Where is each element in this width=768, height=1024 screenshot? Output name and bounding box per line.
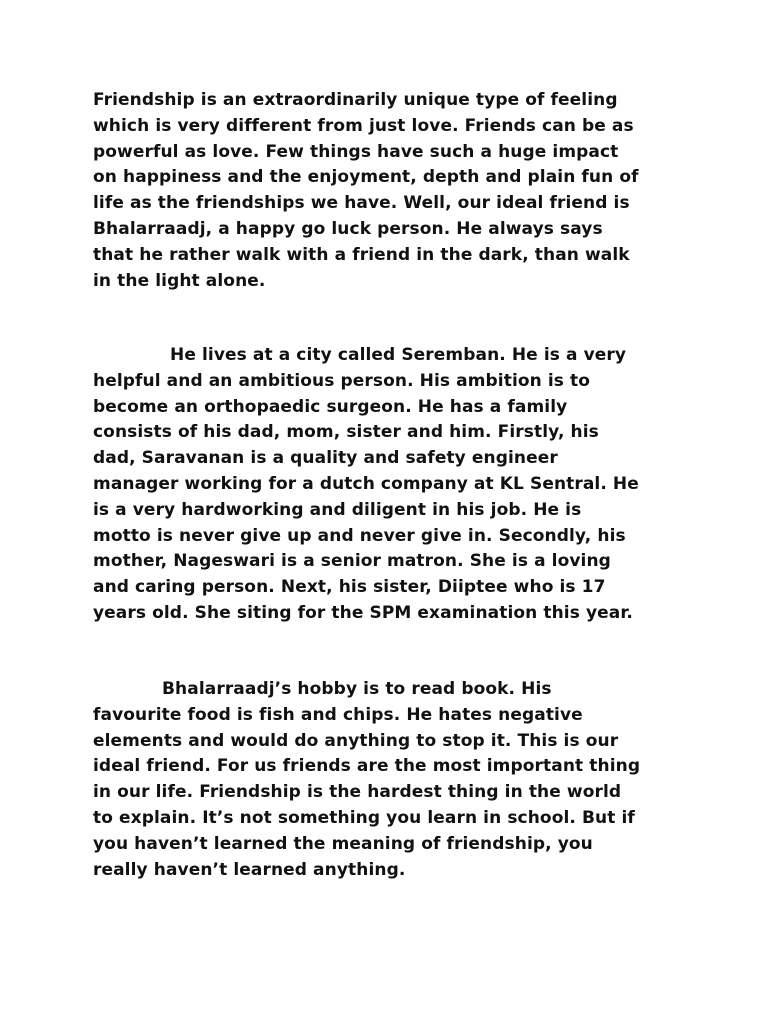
- paragraph-hobby: [93, 677, 683, 883]
- text-line: Bhalarraadj’s hobby is to read book. His: [162, 679, 552, 699]
- text-line: really haven’t learned anything.: [93, 859, 406, 880]
- text-line: dad, Saravanan is a quality and safety engineer: [93, 448, 558, 469]
- text-line: favourite food is fish and chips. He hates negative: [93, 704, 583, 725]
- text-line: consists of his dad, mom, sister and him. Firstly, his: [93, 422, 599, 443]
- text-line: is a very hardworking and diligent in his job. He is: [93, 499, 582, 520]
- text-line: powerful as love. Few things have such a huge impact: [93, 141, 619, 162]
- text-line: become an orthopaedic surgeon. He has a family: [93, 396, 568, 417]
- text-line: elements and would do anything to stop it. This is our: [93, 730, 619, 751]
- text-line: you haven’t learned the meaning of friendship, you: [93, 833, 593, 854]
- text-line: Friendship is an extraordinarily unique type of feeling: [93, 90, 618, 110]
- text-line: to explain. It’s not something you learn in school. But if: [93, 807, 635, 828]
- text-line: mother, Nageswari is a senior matron. She is a loving: [93, 551, 611, 572]
- text-line: on happiness and the enjoyment, depth and plain fun of: [93, 167, 639, 188]
- text-line: years old. She siting for the SPM examination this year.: [93, 602, 633, 623]
- text-line: in our life. Friendship is the hardest thing in the world: [93, 782, 622, 803]
- text-line: motto is never give up and never give in. Secondly, his: [93, 525, 626, 546]
- text-line: life as the friendships we have. Well, our ideal friend is: [93, 193, 630, 214]
- paragraph-intro: [93, 88, 683, 294]
- text-line: He lives at a city called Seremban. He is a very: [170, 345, 627, 365]
- paragraph-family: [93, 343, 683, 627]
- text-line: Bhalarraadj, a happy go luck person. He always says: [93, 218, 603, 239]
- text-line: which is very different from just love. Friends can be as: [93, 115, 634, 136]
- text-line: in the light alone.: [93, 270, 266, 291]
- text-line: helpful and an ambitious person. His ambition is to: [93, 370, 591, 391]
- text-line: ideal friend. For us friends are the most important thing: [93, 756, 641, 777]
- text-line: and caring person. Next, his sister, Diiptee who is 17: [93, 577, 606, 598]
- text-line: that he rather walk with a friend in the dark, than walk: [93, 244, 630, 265]
- text-line: manager working for a dutch company at KL Sentral. He: [93, 473, 639, 494]
